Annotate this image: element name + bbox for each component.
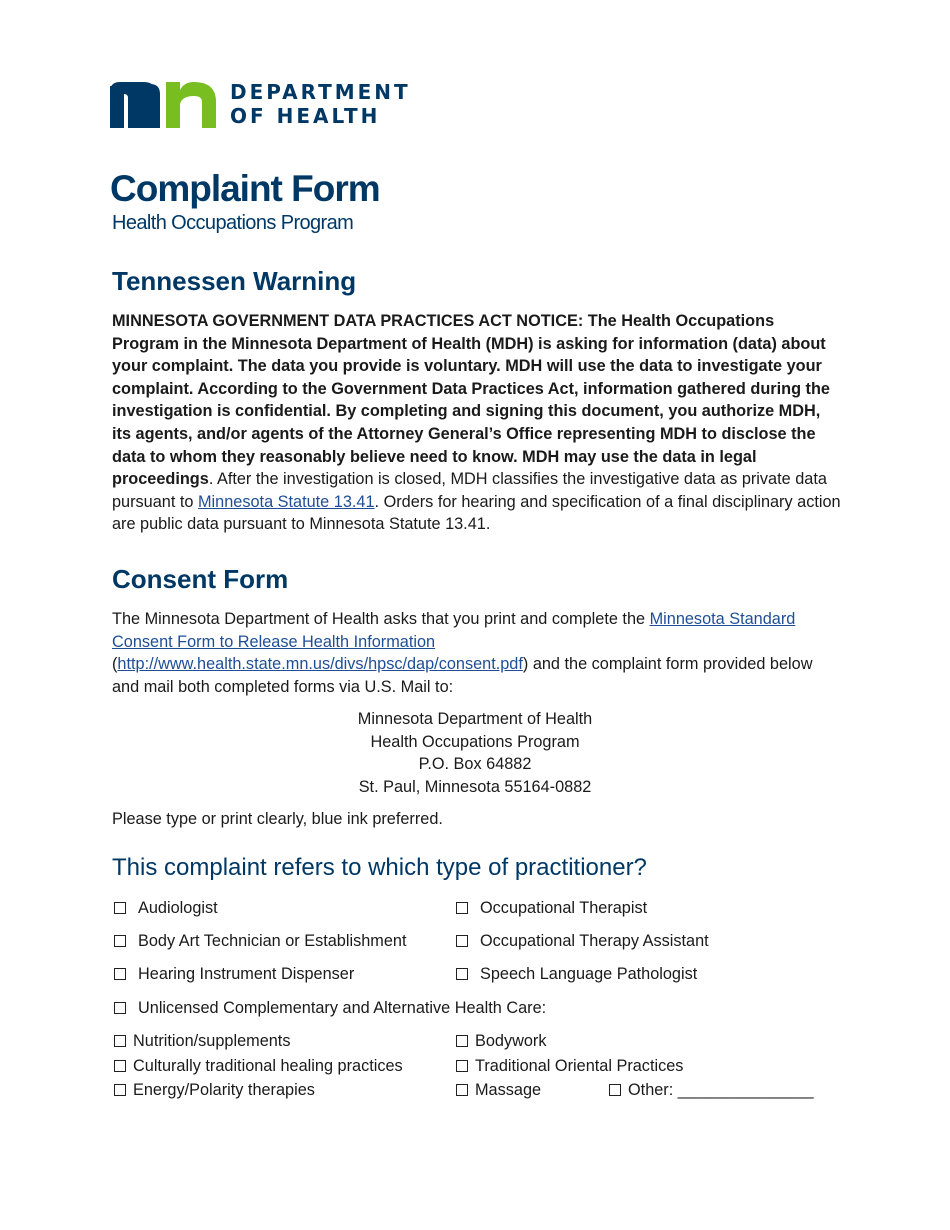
page-title: Complaint Form — [110, 168, 380, 209]
option-unlicensed[interactable] — [114, 997, 546, 1019]
checkbox-icon[interactable] — [114, 935, 126, 947]
checkbox-icon[interactable] — [456, 1084, 468, 1096]
checkbox-icon[interactable] — [114, 968, 126, 980]
checkbox-icon[interactable] — [456, 968, 468, 980]
option-audiologist[interactable] — [114, 897, 218, 919]
checkbox-icon[interactable] — [114, 1035, 126, 1047]
option-ot-assistant[interactable] — [456, 930, 709, 952]
checkbox-icon[interactable] — [609, 1084, 621, 1096]
tennessen-heading: Tennessen Warning — [112, 266, 357, 296]
option-body-art[interactable] — [114, 930, 406, 952]
sub-option-oriental[interactable] — [456, 1054, 683, 1079]
address-line: Minnesota Department of Health — [357, 710, 593, 728]
option-label: Occupational Therapy Assistant — [480, 932, 709, 950]
checkbox-icon[interactable] — [114, 902, 126, 914]
page-subtitle: Health Occupations Program — [112, 212, 354, 234]
option-label: Bodywork — [475, 1032, 547, 1050]
tennessen-text-end: . Orders for hearing and specification of a final disciplinary action are public data pursuant to Minnesota Statute 13.41. — [112, 492, 841, 534]
checkbox-icon[interactable] — [456, 902, 468, 914]
consent-paragraph — [112, 608, 842, 698]
consent-after-url: ) and the complaint form provided below and mail both completed forms via U.S. Mail to: — [112, 655, 813, 696]
checkbox-icon[interactable] — [114, 1084, 126, 1096]
option-label: Unlicensed Complementary and Alternative Health Care: — [138, 999, 547, 1017]
address-line: Health Occupations Program — [370, 732, 580, 751]
sub-option-other[interactable] — [609, 1078, 814, 1103]
paren-open: ( — [112, 655, 118, 674]
option-label: Traditional Oriental Practices — [475, 1057, 684, 1075]
option-label: Nutrition/supplements — [133, 1032, 291, 1050]
sub-option-massage[interactable] — [456, 1078, 541, 1103]
option-label: Audiologist — [138, 899, 218, 917]
sub-option-cultural[interactable] — [114, 1054, 403, 1079]
logo-line-2: OF HEALTH — [230, 104, 381, 128]
other-label: Other: _______________ — [628, 1081, 814, 1099]
mdh-logo — [110, 80, 411, 128]
option-label: Hearing Instrument Dispenser — [138, 965, 355, 983]
consent-intro: The Minnesota Department of Health asks that you print and complete the — [112, 610, 650, 628]
consent-form-link[interactable]: Minnesota Standard Consent Form to Release Health Information — [112, 610, 796, 651]
option-hearing-instrument[interactable] — [114, 963, 354, 985]
address-line: St. Paul, Minnesota 55164-0882 — [358, 777, 592, 796]
checkbox-icon[interactable] — [114, 1060, 126, 1072]
address-line: P.O. Box 64882 — [418, 755, 532, 774]
option-label: Speech Language Pathologist — [480, 965, 698, 983]
consent-url-link[interactable]: http://www.health.state.mn.us/divs/hpsc/dap/consent.pdf — [117, 655, 523, 674]
tennessen-bold-text: MINNESOTA GOVERNMENT DATA PRACTICES ACT NOTICE: The Health Occupations Program in the Minnesota Department of Health (MDH) is asking for information (data) about your complaint. The data you provide is voluntary. MDH will use the data to investigate your complaint. According to the Government Data Practices Act, information gathered during the investigation is confidential. By completing and signing this document, you authorize MDH, its agents, and/or agents of the Attorney General’s Office representing MDH to disclose the data to whom they reasonably believe need to know. MDH may use the data in legal proceedings — [112, 312, 830, 489]
print-note: Please type or print clearly, blue ink preferred. — [112, 810, 443, 828]
option-label: Massage — [475, 1081, 542, 1099]
option-label: Energy/Polarity therapies — [133, 1081, 315, 1099]
checkbox-icon[interactable] — [456, 1035, 468, 1047]
tennessen-text: . After the investigation is closed, MDH classifies the investigative data as private data pursuant to — [112, 470, 827, 511]
practitioner-question: This complaint refers to which type of practitioner? — [112, 854, 647, 881]
logo-line-1: DEPARTMENT — [230, 80, 411, 104]
statute-link[interactable]: Minnesota Statute 13.41 — [198, 492, 375, 511]
sub-option-energy[interactable] — [114, 1078, 315, 1103]
checkbox-icon[interactable] — [456, 935, 468, 947]
sub-option-nutrition[interactable] — [114, 1029, 290, 1054]
checkbox-icon[interactable] — [114, 1002, 126, 1014]
consent-heading: Consent Form — [112, 564, 289, 594]
tennessen-notice — [112, 310, 842, 536]
checkbox-icon[interactable] — [456, 1060, 468, 1072]
mailing-address — [112, 708, 838, 798]
option-label: Culturally traditional healing practices — [133, 1057, 403, 1075]
option-label: Body Art Technician or Establishment — [138, 932, 407, 950]
option-label: Occupational Therapist — [480, 899, 648, 917]
option-speech-pathologist[interactable] — [456, 963, 697, 985]
mn-logo-icon — [110, 80, 216, 128]
sub-option-bodywork[interactable] — [456, 1029, 547, 1054]
option-occupational-therapist[interactable] — [456, 897, 647, 919]
